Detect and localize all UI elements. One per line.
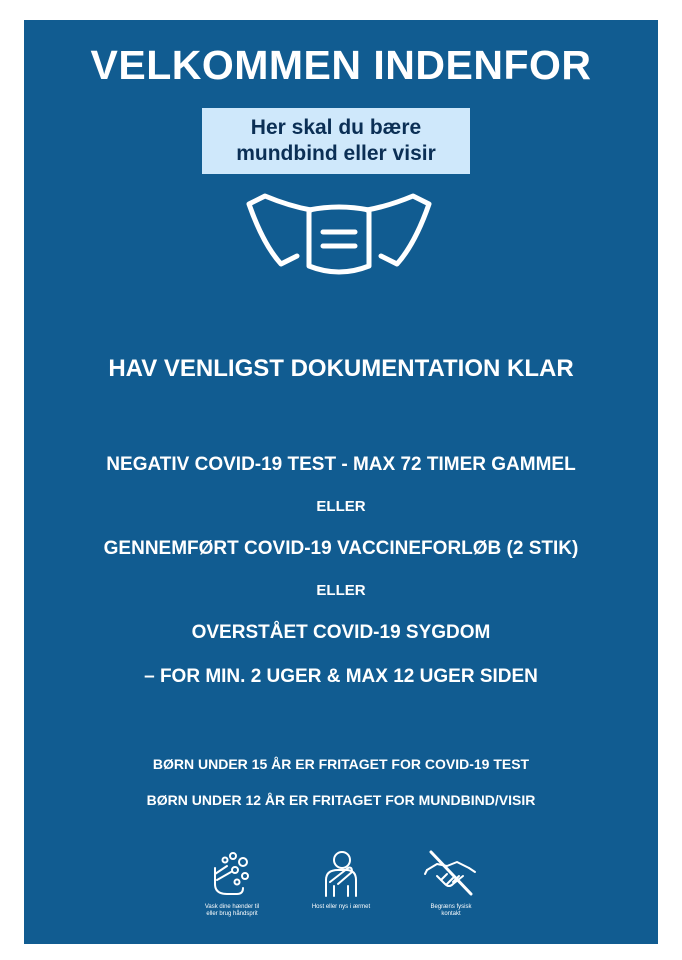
page-title: VELKOMMEN INDENFOR <box>90 42 592 88</box>
exemption-mask: BØRN UNDER 12 ÅR ER FRITAGET FOR MUNDBIND/VISIR <box>146 792 536 808</box>
or-separator-2: ELLER <box>316 582 366 599</box>
hand-wash-block <box>172 848 292 918</box>
poster <box>24 20 658 944</box>
requirement-recovered-period: – FOR MIN. 2 UGER & MAX 12 UGER SIDEN <box>144 666 538 687</box>
cough-elbow-block <box>281 848 401 911</box>
face-mask-icon <box>229 182 449 294</box>
cough-elbow-icon <box>316 848 366 898</box>
documentation-heading: HAV VENLIGST DOKUMENTATION KLAR <box>108 355 574 382</box>
hand-wash-caption-line1: Vask dine hænder til <box>204 904 260 910</box>
exemption-test: BØRN UNDER 15 ÅR ER FRITAGET FOR COVID-19 TEST <box>152 756 530 772</box>
hand-wash-caption-line2: eller brug håndsprit <box>206 911 258 917</box>
requirement-vaccination: GENNEMFØRT COVID-19 VACCINEFORLØB (2 STIK) <box>103 538 579 559</box>
hand-wash-icon <box>207 848 257 898</box>
requirement-negative-test: NEGATIV COVID-19 TEST - MAX 72 TIMER GAMMEL <box>106 454 576 475</box>
or-separator-1: ELLER <box>316 498 366 515</box>
no-handshake-icon <box>423 848 479 898</box>
no-handshake-caption-line2: kontakt <box>441 911 461 917</box>
requirement-recovered: OVERSTÅET COVID-19 SYGDOM <box>191 622 491 643</box>
mask-notice-box <box>202 108 470 174</box>
hygiene-icons-row <box>24 848 658 944</box>
no-handshake-block <box>391 848 511 918</box>
no-handshake-caption-line1: Begræns fysisk <box>430 904 472 910</box>
cough-elbow-caption-line1: Host eller nys i ærmet <box>311 904 371 910</box>
mask-notice-line1: Her skal du bære <box>250 116 422 139</box>
mask-notice-line2: mundbind eller visir <box>236 142 436 165</box>
